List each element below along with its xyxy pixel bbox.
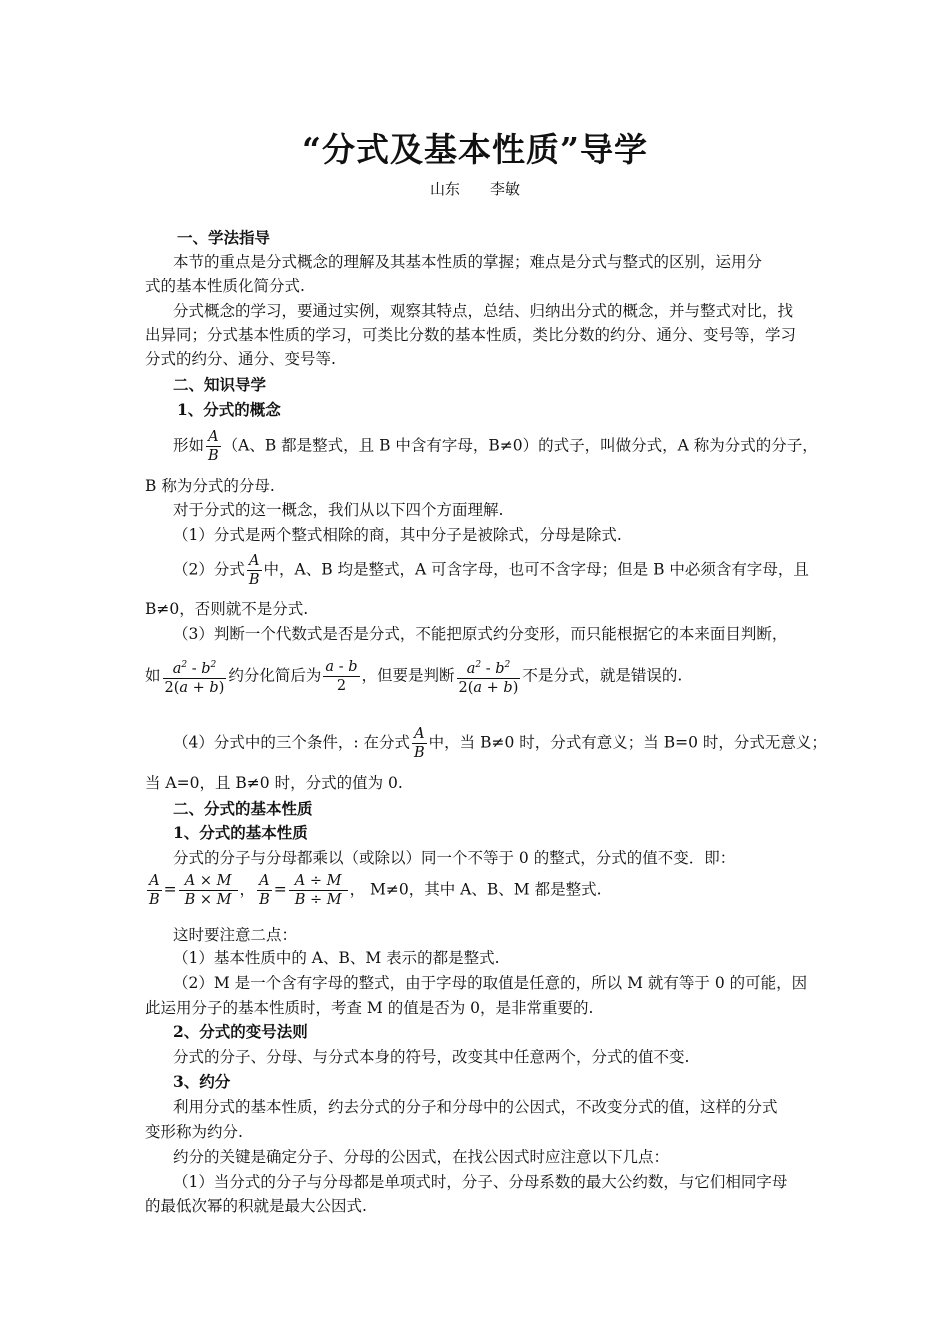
- fraction-example-3: $\frac{a^2 - b^2}{2(a + b)}$: [458, 660, 519, 696]
- paragraph-text: B≠0，否则就不是分式.: [145, 600, 309, 618]
- fraction-a-over-b: $\frac{A}{B}$: [208, 429, 219, 464]
- paragraph-text: （1）基本性质中的 A、B、M 表示的都是整式.: [173, 949, 500, 967]
- paragraph-text: （2）M 是一个含有字母的整式，由于字母的取值是任意的，所以 M 就有等于 0 的可能，因: [173, 974, 808, 992]
- paragraph-text: 分式的约分、通分、变号等.: [145, 350, 336, 368]
- fraction-example-2: $\frac{a - b}{2}$: [325, 658, 358, 694]
- text-span: 中，A、B 均是整式，A 可含字母，也可不含字母；但是 B 中必须含有字母，且: [263, 560, 809, 579]
- subsection-heading: 3、约分: [173, 1072, 231, 1091]
- point-2-line: [173, 552, 815, 589]
- fraction-multiply: $\frac{A \times M}{B \times M}$: [179, 872, 238, 909]
- subsection-heading: 2、分式的变号法则: [173, 1022, 308, 1041]
- paragraph-text: 当 A=0，且 B≠0 时，分式的值为 0.: [145, 774, 403, 792]
- paragraph-text: 此运用分子的基本性质时，考查 M 的值是否为 0，是非常重要的.: [145, 999, 594, 1017]
- text-span: （2）分式: [173, 560, 245, 579]
- text-span: 中，当 B≠0 时，分式有意义；当 B=0 时，分式无意义；: [428, 733, 827, 752]
- fraction-example-1: $\frac{a^2 - b^2}{2(a + b)}$: [164, 660, 225, 696]
- fraction-divide: $\frac{A \div M}{B \div M}$: [289, 872, 348, 909]
- paragraph-text: 分式概念的学习，要通过实例，观察其特点，总结、归纳出分式的概念，并与整式对比，找: [173, 302, 794, 320]
- text-span: ， M≠0，其中 A、B、M 都是整式.: [349, 880, 602, 899]
- paragraph-text: 出异同；分式基本性质的学习，可类比分数的基本性质，类比分数的约分、通分、变号等，学习: [145, 326, 797, 344]
- point-4-line: [173, 725, 827, 762]
- paragraph-text: B 称为分式的分母.: [145, 477, 275, 495]
- property-formula-line: $\frac{A}{B}$ = $\frac{A \times M}{B \times M}$ ， $\frac{A}{B}$ = $\frac{A \div M}{B \div M}$ ， M≠0，其中 A、B、M 都是整式.: [149, 873, 602, 908]
- example-line: [145, 656, 815, 697]
- section-heading-1: 一、学法指导: [177, 228, 271, 247]
- document-title: “分式及基本性质”导学: [302, 130, 648, 169]
- text-span: 约分化简后为: [228, 666, 322, 685]
- paragraph-text: 分式的分子、分母、与分式本身的符号，改变其中任意两个，分式的值不变.: [173, 1048, 690, 1066]
- paragraph-text: 利用分式的基本性质，约去分式的分子和分母中的公因式，不改变分式的值，这样的分式: [173, 1098, 778, 1116]
- paragraph-text: 式的基本性质化简分式.: [145, 277, 305, 295]
- section-heading-2: 二、知识导学: [173, 375, 267, 394]
- section-heading-3: 二、分式的基本性质: [173, 799, 313, 818]
- subsection-heading: 1、分式的基本性质: [173, 823, 308, 842]
- subsection-heading: 1、分式的概念: [177, 400, 281, 419]
- text-span: ，但要是判断: [361, 666, 455, 685]
- text-span: 如: [145, 666, 161, 685]
- fraction-a-over-b: $\frac{A}{B}$: [248, 553, 260, 588]
- paragraph-text: （3）判断一个代数式是否是分式，不能把原式约分变形，而只能根据它的本来面目判断，: [173, 625, 788, 643]
- paragraph-text: 分式的分子与分母都乘以（或除以）同一个不等于 0 的整式，分式的值不变．即：: [173, 849, 736, 867]
- paragraph-text: 对于分式的这一概念，我们从以下四个方面理解.: [173, 501, 504, 519]
- fraction-a-over-b: $\frac{A}{B}$: [149, 873, 160, 908]
- paragraph-text: 的最低次幂的积就是最大公因式.: [145, 1197, 367, 1215]
- text-span: 不是分式，就是错误的.: [522, 666, 683, 685]
- paragraph-text: 本节的重点是分式概念的理解及其基本性质的掌握；难点是分式与整式的区别，运用分: [173, 253, 763, 271]
- fraction-a-over-b: $\frac{A}{B}$: [259, 873, 270, 908]
- text-span: （A、B 都是整式，且 B 中含有字母，B≠0）的式子，叫做分式，A 称为分式的分子，: [222, 436, 818, 455]
- definition-line: [173, 428, 818, 465]
- text-span: （4）分式中的三个条件，: 在分式: [173, 733, 411, 752]
- paragraph-text: （1）分式是两个整式相除的商，其中分子是被除式，分母是除式.: [173, 526, 622, 544]
- text-span: 形如: [173, 436, 205, 455]
- paragraph-text: 变形称为约分.: [145, 1123, 243, 1141]
- author-line: 山东 李敏: [429, 180, 520, 198]
- fraction-a-over-b: $\frac{A}{B}$: [414, 726, 425, 761]
- paragraph-text: 这时要注意二点：: [173, 926, 298, 944]
- paragraph-text: 约分的关键是确定分子、分母的公因式，在找公因式时应注意以下几点：: [173, 1148, 670, 1166]
- paragraph-text: （1）当分式的分子与分母都是单项式时，分子、分母系数的最大公约数，与它们相同字母: [173, 1173, 788, 1191]
